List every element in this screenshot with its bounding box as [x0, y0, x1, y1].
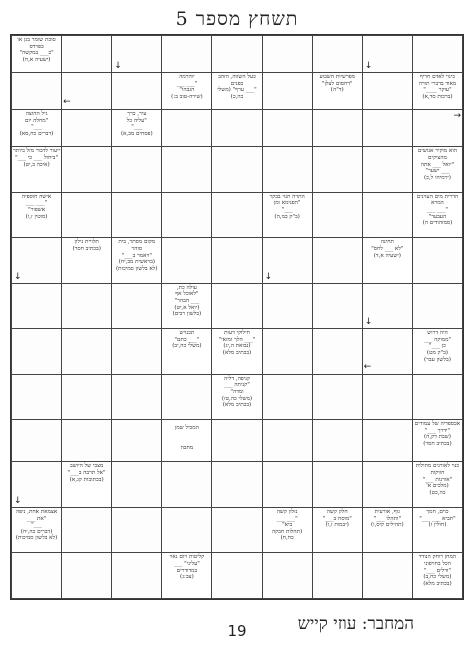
clue-text: קניפה, דליה "קניתה ___ ומדה" (משלי כה,טז) (בכתיב מלא): [221, 375, 253, 409]
clue-cell: [12, 147, 62, 192]
arrow-down-icon: ↓: [14, 271, 22, 282]
answer-cell[interactable]: [262, 283, 312, 328]
answer-cell[interactable]: [12, 73, 62, 110]
crossword-table: [11, 35, 463, 599]
answer-cell[interactable]: [162, 238, 212, 283]
answer-cell[interactable]: [312, 110, 362, 147]
clue-cell: [412, 420, 462, 462]
clue-cell: [212, 374, 262, 419]
answer-cell[interactable]: [62, 283, 112, 328]
clue-text: כינוי לאדם חריף מאוד בדברי תורה "עוקר ____" (ברכות סד,א): [418, 74, 457, 100]
answer-cell[interactable]: [362, 73, 412, 110]
arrow-down-icon: ↓: [14, 495, 22, 506]
answer-cell[interactable]: [212, 192, 262, 237]
answer-cell[interactable]: [312, 553, 362, 599]
clue-text: אצמאת אחת, ניפה "את ___ ___" (דברים כה,יח) (לא בלשון סמיכות): [15, 508, 58, 542]
answer-cell[interactable]: [112, 374, 162, 419]
answer-cell[interactable]: [362, 462, 412, 507]
clue-text: עולה כת, "לאוכל אף ___ הבהר" (יואל א,יט) (בלשון רבים): [172, 284, 202, 318]
clue-text: קליטות ויום נאוי "עליני" ___ במדודרים (צב:ג): [169, 554, 205, 581]
answer-cell[interactable]: [362, 110, 412, 147]
answer-cell[interactable]: [362, 329, 412, 374]
clue-text: המכיל שמן מחבה: [174, 425, 199, 452]
grid-row: [12, 283, 463, 328]
answer-cell[interactable]: [12, 283, 62, 328]
answer-cell[interactable]: [112, 283, 162, 328]
clue-text: הוא מוקיר אנושים מהציקים "יואל ___ אתה ___ ישער" (ירמיהו ל,כ): [417, 148, 457, 181]
answer-cell[interactable]: [12, 374, 62, 419]
answer-cell[interactable]: [412, 374, 462, 419]
answer-cell[interactable]: [62, 147, 112, 192]
clue-text: תלויית נילון (בכתיב חסר): [72, 239, 101, 252]
answer-cell[interactable]: [112, 507, 162, 552]
clue-text: גוף, אורעית "ותהלו ___" (תהילים קיס,ו): [371, 508, 404, 529]
answer-cell[interactable]: [362, 147, 412, 192]
answer-cell[interactable]: [12, 238, 62, 283]
answer-cell[interactable]: [62, 374, 112, 419]
clue-cell: [12, 36, 62, 73]
crossword-grid: [10, 34, 464, 600]
clue-cell: [262, 507, 312, 552]
clue-text: התרה חנוי בבקר "הפנימא ומן ___" (ב"ק כמ,ה): [269, 193, 305, 220]
answer-cell[interactable]: [212, 36, 262, 73]
answer-cell[interactable]: [162, 110, 212, 147]
answer-cell[interactable]: [162, 192, 212, 237]
clue-cell: [12, 507, 62, 552]
clue-cell: [162, 73, 212, 110]
answer-cell[interactable]: [412, 110, 462, 147]
clue-text: היה דרוש "ממוקה ___ כן ___" (ב"ק מט) (בלשון עבר): [423, 330, 451, 363]
grid-row: [12, 238, 463, 283]
answer-cell[interactable]: [312, 147, 362, 192]
grid-row: [12, 73, 463, 110]
answer-cell[interactable]: [212, 110, 262, 147]
answer-cell[interactable]: [112, 147, 162, 192]
answer-cell[interactable]: [62, 36, 112, 73]
grid-row: [12, 462, 463, 507]
clue-text: כעל השווה, הזהב בפנים "___ ערף" (משלי כה,כ): [217, 74, 257, 100]
clue-cell: [362, 238, 412, 283]
arrow-down-icon: ↓: [364, 317, 373, 328]
clue-text: תכנויש "___ כתם" (משלי כה,יב): [172, 330, 202, 350]
answer-cell[interactable]: [62, 507, 112, 552]
answer-cell[interactable]: [312, 462, 362, 507]
answer-cell[interactable]: [362, 36, 412, 73]
clue-text: תחינה "לא ___ לחס" (ישעיה א,ד): [371, 239, 404, 259]
answer-cell[interactable]: [112, 420, 162, 462]
answer-cell[interactable]: [412, 238, 462, 283]
clue-cell: [212, 73, 262, 110]
clue-cell: [412, 192, 462, 237]
clue-cell: [162, 329, 212, 374]
answer-cell[interactable]: [362, 192, 412, 237]
clue-text: מקום מסתר, בית סוהר "ויאמר ב___" (בראשית מב,יח) (לא בלשון סמיכות): [116, 239, 158, 272]
answer-cell[interactable]: [62, 553, 112, 599]
page-title: תשחץ מספר 5: [175, 8, 299, 30]
clue-text: יוהרמה "___ ___ הגבהו" (שירה-טוב ב:): [171, 74, 203, 100]
answer-cell[interactable]: [62, 110, 112, 147]
clue-cell: [162, 553, 212, 599]
clue-text: כוים, חמך "תביא ___ ___" (חולין ז): [419, 508, 456, 529]
answer-cell[interactable]: [262, 374, 312, 419]
answer-cell[interactable]: [12, 420, 62, 462]
clue-text: עיר, כרך "עליה כל ___" (פסחים מב,א): [120, 111, 153, 138]
grid-row: [12, 553, 463, 599]
answer-cell[interactable]: [112, 462, 162, 507]
arrow-left-icon: ←: [363, 361, 372, 372]
answer-cell[interactable]: [312, 374, 362, 419]
grid-row: [12, 420, 463, 462]
clue-cell: [412, 462, 462, 507]
answer-cell[interactable]: [212, 238, 262, 283]
answer-cell[interactable]: [162, 374, 212, 419]
clue-text: ייעור לדבור מזל ביותר "ביחול ___ כי ___" (איכה ב,יט): [13, 148, 61, 168]
clue-text: מצבי של היושב "אל תרבה ב___" (בכתובות קג,א): [67, 463, 106, 483]
clue-cell: [362, 507, 412, 552]
clue-text: המחן רוחק הנודד הכל בחויפוני "ודלים ___" (משלי כח,ב) (בכתיב מלא): [418, 554, 457, 587]
answer-cell[interactable]: [212, 147, 262, 192]
page-number: 19: [227, 622, 247, 640]
clue-cell: [412, 553, 462, 599]
clue-text: אישה חוספיה "___ ___ אשפור" (סוטין ז,ו): [21, 193, 52, 220]
clue-text: נזלון קשה "___ ___ ביא" (תהלות חבקה כח,ח): [271, 508, 303, 542]
answer-cell[interactable]: [262, 36, 312, 73]
clue-text: גיל ההוצה "מחלה יום ___" (דברים כח,סא): [19, 111, 54, 138]
answer-cell[interactable]: [262, 73, 312, 110]
answer-cell[interactable]: [262, 110, 312, 147]
answer-cell[interactable]: [212, 507, 262, 552]
grid-row: [12, 507, 463, 552]
clue-cell: [62, 238, 112, 283]
answer-cell[interactable]: [212, 553, 262, 599]
clue-cell: [112, 110, 162, 147]
clue-cell: [262, 192, 312, 237]
answer-cell[interactable]: [262, 553, 312, 599]
grid-row: [12, 192, 463, 237]
answer-cell[interactable]: [12, 553, 62, 599]
answer-cell[interactable]: [362, 283, 412, 328]
answer-cell[interactable]: [112, 192, 162, 237]
clue-text: אכספדיה של עמודים "ידרך ___" (שבת דק,ה) (בכתיב חסר): [414, 421, 461, 448]
answer-cell[interactable]: [362, 420, 412, 462]
answer-cell[interactable]: [162, 507, 212, 552]
answer-cell[interactable]: [112, 36, 162, 73]
answer-cell[interactable]: [412, 36, 462, 73]
answer-cell[interactable]: [162, 147, 212, 192]
answer-cell[interactable]: [62, 329, 112, 374]
answer-cell[interactable]: [12, 329, 62, 374]
grid-row: [12, 36, 463, 73]
answer-cell[interactable]: [62, 192, 112, 237]
grid-row: [12, 329, 463, 374]
answer-cell[interactable]: [312, 238, 362, 283]
answer-cell[interactable]: [262, 238, 312, 283]
answer-cell[interactable]: [62, 73, 112, 110]
answer-cell[interactable]: [162, 462, 212, 507]
arrow-down-icon: ↓: [364, 61, 373, 72]
answer-cell[interactable]: [62, 420, 112, 462]
answer-cell[interactable]: [12, 462, 62, 507]
answer-cell[interactable]: [212, 283, 262, 328]
answer-cell[interactable]: [112, 73, 162, 110]
clue-cell: [412, 147, 462, 192]
answer-cell[interactable]: [212, 462, 262, 507]
clue-cell: [112, 238, 162, 283]
arrow-down-icon: ↓: [264, 271, 273, 282]
clue-cell: [12, 192, 62, 237]
clue-text: חילוקי דעות "___ הלך ומזאי" (נבואת ה,יג) (בכתיב מלא): [218, 330, 256, 357]
answer-cell[interactable]: [362, 374, 412, 419]
clue-cell: [412, 73, 462, 110]
clue-text: הדרית מים העוינים המרא "___ ___ העבעד" (סמזהודים ה): [416, 193, 459, 227]
answer-cell[interactable]: [312, 329, 362, 374]
clue-cell: [162, 420, 212, 462]
clue-text: מפרשיות השבוע "דחסום לצלן" (ד"ה): [319, 74, 355, 94]
answer-cell[interactable]: [112, 553, 162, 599]
clue-cell: [412, 507, 462, 552]
answer-cell[interactable]: [212, 420, 262, 462]
answer-cell[interactable]: [112, 329, 162, 374]
answer-cell[interactable]: [262, 462, 312, 507]
answer-cell[interactable]: [312, 192, 362, 237]
clue-cell: [12, 110, 62, 147]
clue-cell: [62, 462, 112, 507]
grid-row: [12, 147, 463, 192]
answer-cell[interactable]: [262, 329, 312, 374]
clue-text: כנוי לאורנים מחולות חווקות "אורנות ___" (מלכים א' כה,כט): [415, 463, 460, 496]
grid-row: [12, 374, 463, 419]
answer-cell[interactable]: [262, 147, 312, 192]
arrow-left-icon: ←: [63, 97, 71, 108]
answer-cell[interactable]: [312, 283, 362, 328]
clue-text: סוכת שומר בגן או בפרדס "כ___ במקשה" (ישעיה א,ח): [17, 37, 56, 63]
author-credit: המחבר: עוזי קייש: [297, 614, 414, 634]
arrow-down-icon: ↓: [114, 61, 122, 72]
answer-cell[interactable]: [162, 36, 212, 73]
clue-cell: [162, 283, 212, 328]
clue-cell: [312, 507, 362, 552]
answer-cell[interactable]: [362, 553, 412, 599]
answer-cell[interactable]: [412, 283, 462, 328]
grid-row: [12, 110, 463, 147]
arrow-right-icon: →: [453, 111, 461, 122]
clue-text: חלק קשה "מוסח ב___" (יבמות ז,ו): [322, 508, 352, 529]
clue-cell: [212, 329, 262, 374]
answer-cell[interactable]: [262, 420, 312, 462]
clue-cell: [312, 73, 362, 110]
answer-cell[interactable]: [312, 36, 362, 73]
clue-cell: [412, 329, 462, 374]
answer-cell[interactable]: [312, 420, 362, 462]
